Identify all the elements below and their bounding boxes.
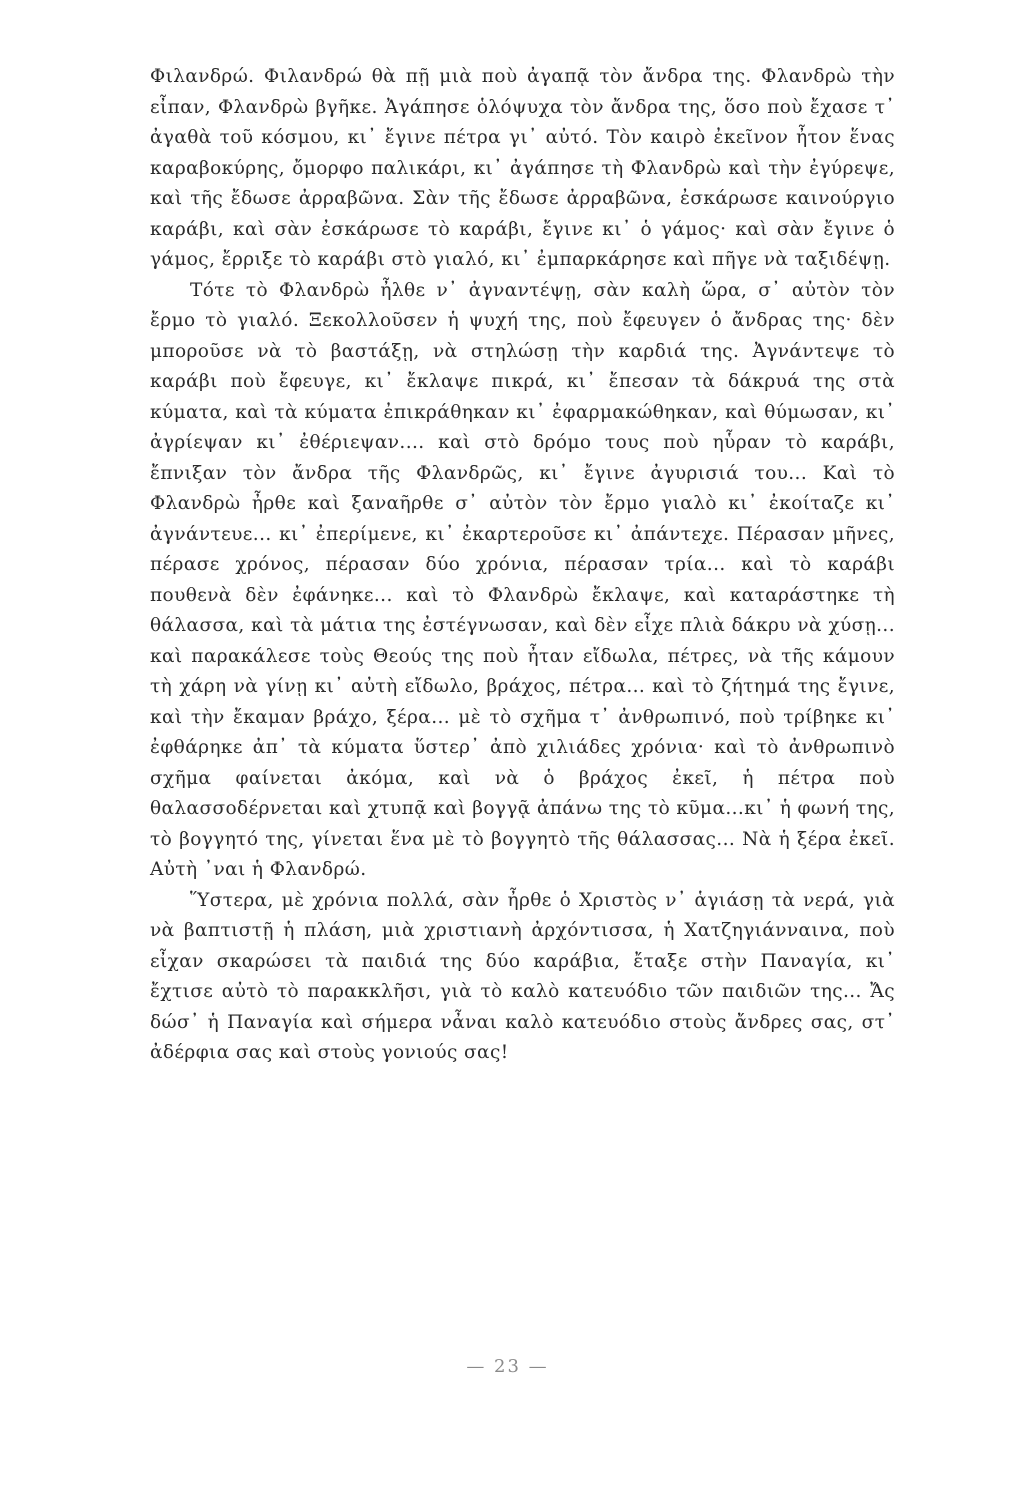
page-number: — 23 — xyxy=(466,1356,549,1377)
paragraph-1: Φιλανδρώ. Φιλανδρώ θὰ πῇ μιὰ ποὺ ἀγαπᾷ τὸν ἄνδρα της. Φλανδρὼ τὴν εἶπαν, Φλανδρὼ βγῆκε. Ἀγάπησε ὁλόψυχα τὸν ἄνδρα της, ὅσο ποὺ ἔχασε τ᾽ ἀγαθὰ τοῦ κόσμου, κι᾽ ἔγινε πέτρα γι᾽ αὐτό. Τὸν καιρὸ ἐκεῖνον ἦτον ἕνας καραβοκύρης, ὄμορφο παλικάρι, κι᾽ ἀγάπησε τὴ Φλανδρὼ καὶ τὴν ἐγύρεψε, καὶ τῆς ἔδωσε ἀρραβῶνα. Σὰν τῆς ἔδωσε ἀρραβῶνα, ἐσκάρωσε καινούργιο καράβι, καὶ σὰν ἐσκάρωσε τὸ καράβι, ἔγινε κι᾽ ὁ γάμος· καὶ σὰν ἔγινε ὁ γάμος, ἔρριξε τὸ καράβι στὸ γιαλό, κι᾽ ἐμπαρκάρησε καὶ πῆγε νὰ ταξιδέψῃ. xyxy=(150,66,895,270)
page-body xyxy=(150,62,895,1069)
paragraph-3: Ὕστερα, μὲ χρόνια πολλά, σὰν ἦρθε ὁ Χριστὸς ν᾽ ἁγιάσῃ τὰ νερά, γιὰ νὰ βαπτιστῇ ἡ πλάση, μιὰ χριστιανὴ ἀρχόντισσα, ἡ Χατζηγιάνναινα, ποὺ εἶχαν σκαρώσει τὰ παιδιά της δύο καράβια, ἔταξε στὴν Παναγία, κι᾽ ἔχτισε αὐτὸ τὸ παρακκλῆσι, γιὰ τὸ καλὸ κατευόδιο τῶν παιδιῶν της... Ἄς δώσ᾽ ἡ Παναγία καὶ σήμερα νἆναι καλὸ κατευόδιο στοὺς ἄνδρες σας, στ᾽ ἀδέρφια σας καὶ στοὺς γονιούς σας! xyxy=(150,889,895,1063)
paragraph-2: Τότε τὸ Φλανδρὼ ἦλθε ν᾽ ἀγναντέψῃ, σὰν καλὴ ὥρα, σ᾽ αὐτὸν τὸν ἔρμο τὸ γιαλό. Ξεκολλοῦσεν ἡ ψυχή της, ποὺ ἔφευγεν ὁ ἄνδρας της· δὲν μποροῦσε νὰ τὸ βαστάξῃ, νὰ στηλώσῃ τὴν καρδιά της. Ἀγνάντεψε τὸ καράβι ποὺ ἔφευγε, κι᾽ ἔκλαψε πικρά, κι᾽ ἔπεσαν τὰ δάκρυά της στὰ κύματα, καὶ τὰ κύματα ἐπικράθηκαν κι᾽ ἐφαρμακώθηκαν, καὶ θύμωσαν, κι᾽ ἀγρίεψαν κι᾽ ἐθέριεψαν.... καὶ στὸ δρόμο τους ποὺ ηὗραν τὸ καράβι, ἔπνιξαν τὸν ἄνδρα τῆς Φλανδρῶς, κι᾽ ἔγινε ἀγυρισιά του... Καὶ τὸ Φλανδρὼ ἦρθε καὶ ξαναῆρθε σ᾽ αὐτὸν τὸν ἔρμο γιαλὸ κι᾽ ἐκοίταζε κι᾽ ἀγνάντευε... κι᾽ ἐπερίμενε, κι᾽ ἐκαρτεροῦσε κι᾽ ἀπάντεχε. Πέρασαν μῆνες, πέρασε χρόνος, πέρασαν δύο χρόνια, πέρασαν τρία... καὶ τὸ καράβι πουθενὰ δὲν ἐφάνηκε... καὶ τὸ Φλανδρὼ ἔκλαψε, καὶ καταράστηκε τὴ θάλασσα, καὶ τὰ μάτια της ἐστέγνωσαν, καὶ δὲν εἶχε πλιὰ δάκρυ νὰ χύσῃ... καὶ παρακάλεσε τοὺς Θεούς της ποὺ ἦταν εἴδωλα, πέτρες, νὰ τῆς κάμουν τὴ χάρη νὰ γίνῃ κι᾽ αὐτὴ εἴδωλο, βράχος, πέτρα... καὶ τὸ ζήτημά της ἔγινε, καὶ τὴν ἔκαμαν βράχο, ξέρα... μὲ τὸ σχῆμα τ᾽ ἀνθρωπινό, ποὺ τρίβηκε κι᾽ ἐφθάρηκε ἀπ᾽ τὰ κύματα ὕστερ᾽ ἀπὸ χιλιάδες χρόνια· καὶ τὸ ἀνθρωπινὸ σχῆμα φαίνεται ἀκόμα, καὶ νὰ ὁ βράχος ἐκεῖ, ἡ πέτρα ποὺ θαλασσοδέρνεται καὶ χτυπᾷ καὶ βογγᾷ ἀπάνω της τὸ κῦμα...κι᾽ ἡ φωνή της, τὸ βογγητό της, γίνεται ἕνα μὲ τὸ βογγητὸ τῆς θάλασσας... Νὰ ἡ ξέρα ἐκεῖ. Αὐτὴ ᾽ναι ἡ Φλανδρώ. xyxy=(150,279,895,880)
